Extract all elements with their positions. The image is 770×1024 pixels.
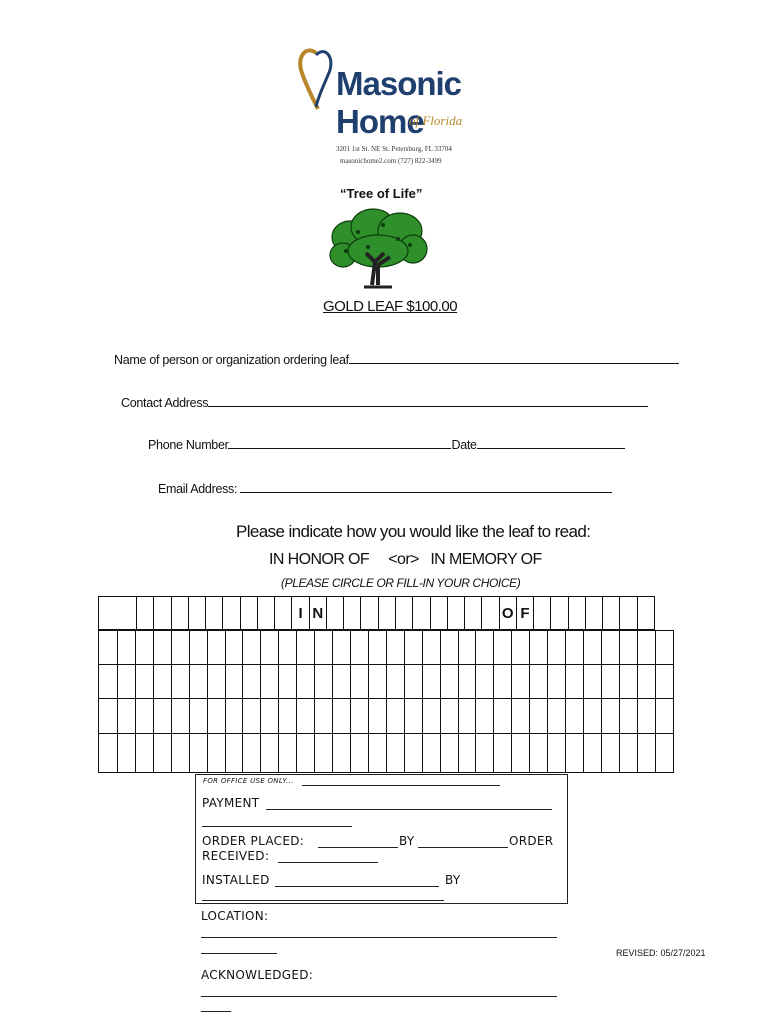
grid-cell[interactable]: [530, 734, 548, 773]
order-placed-label: ORDER PLACED:: [202, 834, 305, 848]
grid-cell[interactable]: [99, 597, 137, 630]
grid-cell[interactable]: [326, 597, 343, 630]
contact-field-row: [121, 394, 648, 410]
grid-cell[interactable]: [315, 699, 333, 734]
grid-cell[interactable]: [279, 734, 297, 773]
grid-cell[interactable]: [135, 734, 153, 773]
grid-cell[interactable]: [476, 699, 494, 734]
grid-cell[interactable]: [153, 699, 171, 734]
grid-cell[interactable]: [494, 665, 512, 699]
grid-cell[interactable]: [619, 699, 637, 734]
grid-cell[interactable]: [422, 665, 440, 699]
grid-cell[interactable]: [368, 631, 386, 665]
order-by-input[interactable]: [418, 847, 508, 848]
grid-cell[interactable]: [566, 631, 584, 665]
grid-cell[interactable]: [275, 597, 292, 630]
grid-cell[interactable]: [534, 597, 551, 630]
grid-cell[interactable]: [465, 597, 482, 630]
grid-cell[interactable]: [368, 665, 386, 699]
grid-cell[interactable]: [206, 597, 223, 630]
grid-cell[interactable]: [395, 597, 412, 630]
grid-cell[interactable]: [350, 699, 368, 734]
grid-preset-letter[interactable]: I: [292, 597, 309, 630]
order-label: ORDER: [509, 834, 554, 848]
grid-cell[interactable]: [333, 665, 351, 699]
date-field-input[interactable]: [477, 436, 625, 449]
grid-cell[interactable]: [207, 699, 225, 734]
address-line-1: 3201 1st St. NE St. Petersburg, FL 33704: [336, 145, 452, 153]
grid-cell[interactable]: [135, 699, 153, 734]
installed-by-label: BY: [445, 873, 461, 887]
name-field-row: [114, 351, 679, 367]
grid-cell[interactable]: [207, 665, 225, 699]
grid-cell[interactable]: [297, 631, 315, 665]
grid-cell[interactable]: [315, 665, 333, 699]
location-input[interactable]: [201, 937, 557, 938]
received-label: RECEIVED:: [202, 849, 270, 863]
grid-cell[interactable]: [440, 734, 458, 773]
grid-preset-letter[interactable]: N: [309, 597, 326, 630]
grid-cell[interactable]: [583, 699, 601, 734]
grid-cell[interactable]: [118, 631, 136, 665]
grid-preset-letter[interactable]: F: [516, 597, 533, 630]
grid-cell[interactable]: [530, 665, 548, 699]
contact-field-input[interactable]: [208, 394, 648, 407]
payment-input[interactable]: [266, 809, 552, 810]
name-field-input[interactable]: [349, 351, 679, 364]
grid-preset-letter[interactable]: O: [499, 597, 516, 630]
grid-cell[interactable]: [261, 631, 279, 665]
grid-cell[interactable]: [422, 631, 440, 665]
grid-cell[interactable]: [243, 699, 261, 734]
grid-cell[interactable]: [225, 699, 243, 734]
grid-cell[interactable]: [404, 665, 422, 699]
grid-cell[interactable]: [361, 597, 378, 630]
grid-cell[interactable]: [404, 631, 422, 665]
grid-cell[interactable]: [619, 665, 637, 699]
grid-cell[interactable]: [350, 734, 368, 773]
acknowledged-label: ACKNOWLEDGED:: [201, 968, 314, 982]
payment-input-cont[interactable]: [202, 826, 352, 827]
email-field-row: [158, 480, 612, 496]
instruction-line-2: IN HONOR OF <or> IN MEMORY OF: [269, 551, 542, 568]
grid-cell[interactable]: [154, 597, 171, 630]
grid-cell[interactable]: [458, 631, 476, 665]
grid-cell[interactable]: [315, 734, 333, 773]
grid-cell[interactable]: [548, 699, 566, 734]
grid-cell[interactable]: [530, 699, 548, 734]
grid-cell[interactable]: [386, 699, 404, 734]
grid-cell[interactable]: [655, 699, 673, 734]
grid-cell[interactable]: [422, 699, 440, 734]
instruction-line-1: Please indicate how you would like the leaf to read:: [236, 522, 591, 541]
grid-cell[interactable]: [551, 597, 568, 630]
grid-cell[interactable]: [601, 699, 619, 734]
grid-cell[interactable]: [404, 699, 422, 734]
heart-logo-mark: [296, 45, 336, 113]
grid-cell[interactable]: [440, 699, 458, 734]
logo-suffix: of Florida: [409, 113, 463, 128]
grid-cell[interactable]: [378, 597, 395, 630]
form-title: “Tree of Life”: [340, 186, 423, 201]
installed-by-input[interactable]: [202, 900, 444, 901]
grid-cell[interactable]: [512, 631, 530, 665]
office-header: FOR OFFICE USE ONLY...: [203, 777, 294, 785]
grid-cell[interactable]: [333, 734, 351, 773]
grid-cell[interactable]: [548, 665, 566, 699]
grid-cell[interactable]: [261, 699, 279, 734]
grid-cell[interactable]: [188, 597, 205, 630]
grid-cell[interactable]: [440, 665, 458, 699]
grid-cell[interactable]: [257, 597, 274, 630]
grid-cell[interactable]: [619, 734, 637, 773]
grid-cell[interactable]: [368, 734, 386, 773]
grid-cell[interactable]: [135, 631, 153, 665]
grid-cell[interactable]: [386, 665, 404, 699]
leaf-type-heading: GOLD LEAF $100.00: [323, 298, 458, 315]
name-field-label: Name of person or organization ordering leaf: [114, 353, 349, 367]
date-field-label: Date: [451, 438, 477, 452]
grid-cell[interactable]: [207, 631, 225, 665]
grid-cell[interactable]: [118, 699, 136, 734]
grid-cell[interactable]: [189, 665, 207, 699]
office-use-box: [195, 774, 568, 904]
grid-cell[interactable]: [386, 631, 404, 665]
location-input-cont[interactable]: [201, 953, 277, 954]
grid-cell[interactable]: [583, 665, 601, 699]
grid-cell[interactable]: [458, 699, 476, 734]
tree-icon: [328, 207, 428, 289]
grid-cell[interactable]: [548, 631, 566, 665]
grid-cell[interactable]: [404, 734, 422, 773]
grid-cell[interactable]: [344, 597, 361, 630]
grid-cell[interactable]: [350, 665, 368, 699]
grid-cell[interactable]: [99, 734, 118, 773]
grid-cell[interactable]: [583, 631, 601, 665]
phone-field-input[interactable]: [228, 436, 451, 449]
grid-cell[interactable]: [548, 734, 566, 773]
grid-cell[interactable]: [494, 631, 512, 665]
address-line-2: masonichome2.com (727) 822-3499: [340, 157, 442, 165]
grid-cell[interactable]: [135, 665, 153, 699]
grid-cell[interactable]: [386, 734, 404, 773]
grid-cell[interactable]: [118, 665, 136, 699]
grid-cell[interactable]: [261, 734, 279, 773]
grid-cell[interactable]: [422, 734, 440, 773]
grid-cell[interactable]: [137, 597, 154, 630]
grid-cell[interactable]: [637, 597, 654, 630]
grid-cell[interactable]: [566, 699, 584, 734]
phone-date-row: [148, 436, 625, 452]
grid-cell[interactable]: [99, 665, 118, 699]
grid-cell[interactable]: [568, 597, 585, 630]
grid-cell[interactable]: [297, 699, 315, 734]
acknowledged-input[interactable]: [201, 996, 557, 997]
grid-cell[interactable]: [583, 734, 601, 773]
grid-cell[interactable]: [494, 699, 512, 734]
grid-cell[interactable]: [601, 734, 619, 773]
grid-cell[interactable]: [512, 665, 530, 699]
grid-cell[interactable]: [350, 631, 368, 665]
grid-cell[interactable]: [620, 597, 637, 630]
grid-cell[interactable]: [240, 597, 257, 630]
grid-cell[interactable]: [601, 631, 619, 665]
grid-cell[interactable]: [458, 665, 476, 699]
grid-cell[interactable]: [482, 597, 499, 630]
grid-cell[interactable]: [171, 631, 189, 665]
grid-cell[interactable]: [225, 734, 243, 773]
leaf-text-grid-row-1: [98, 596, 655, 630]
grid-cell[interactable]: [637, 699, 655, 734]
grid-cell[interactable]: [447, 597, 464, 630]
grid-cell[interactable]: [637, 665, 655, 699]
email-field-input[interactable]: [240, 480, 612, 493]
grid-cell[interactable]: [655, 734, 673, 773]
grid-cell[interactable]: [512, 734, 530, 773]
grid-cell[interactable]: [603, 597, 620, 630]
grid-cell[interactable]: [333, 699, 351, 734]
grid-cell[interactable]: [153, 734, 171, 773]
grid-cell[interactable]: [99, 631, 118, 665]
grid-cell[interactable]: [297, 665, 315, 699]
grid-cell[interactable]: [476, 631, 494, 665]
grid-cell[interactable]: [99, 699, 118, 734]
grid-cell[interactable]: [585, 597, 602, 630]
grid-cell[interactable]: [619, 631, 637, 665]
order-by-label: BY: [399, 834, 415, 848]
order-placed-input[interactable]: [318, 847, 398, 848]
grid-cell[interactable]: [566, 734, 584, 773]
grid-cell[interactable]: [413, 597, 430, 630]
location-label: LOCATION:: [201, 909, 269, 923]
received-input[interactable]: [278, 862, 378, 863]
installed-label: INSTALLED: [202, 873, 270, 887]
grid-cell[interactable]: [243, 734, 261, 773]
grid-cell[interactable]: [512, 699, 530, 734]
grid-cell[interactable]: [476, 734, 494, 773]
grid-cell[interactable]: [279, 631, 297, 665]
grid-cell[interactable]: [637, 734, 655, 773]
logo-word-masonic: Masonic: [336, 65, 462, 102]
grid-cell[interactable]: [655, 665, 673, 699]
grid-cell[interactable]: [655, 631, 673, 665]
grid-cell[interactable]: [261, 665, 279, 699]
acknowledged-input-cont[interactable]: [201, 1011, 231, 1012]
revised-date: REVISED: 05/27/2021: [616, 948, 706, 958]
grid-cell[interactable]: [171, 734, 189, 773]
contact-field-label: Contact Address: [121, 396, 209, 410]
grid-cell[interactable]: [368, 699, 386, 734]
grid-cell[interactable]: [189, 699, 207, 734]
office-header-line: [302, 785, 500, 786]
grid-cell[interactable]: [118, 734, 136, 773]
grid-cell[interactable]: [189, 734, 207, 773]
grid-cell[interactable]: [171, 597, 188, 630]
grid-cell[interactable]: [243, 665, 261, 699]
instruction-line-3: (PLEASE CIRCLE OR FILL-IN YOUR CHOICE): [281, 576, 521, 590]
grid-cell[interactable]: [153, 631, 171, 665]
grid-cell[interactable]: [243, 631, 261, 665]
phone-field-label: Phone Number: [148, 438, 229, 452]
grid-cell[interactable]: [279, 699, 297, 734]
grid-cell[interactable]: [171, 699, 189, 734]
masonic-home-logo: [296, 45, 466, 145]
grid-cell[interactable]: [153, 665, 171, 699]
grid-cell[interactable]: [189, 631, 207, 665]
grid-cell[interactable]: [279, 665, 297, 699]
grid-cell[interactable]: [225, 665, 243, 699]
grid-cell[interactable]: [225, 631, 243, 665]
installed-input[interactable]: [275, 886, 439, 887]
grid-cell[interactable]: [297, 734, 315, 773]
grid-cell[interactable]: [458, 734, 476, 773]
logo-word-home: Home: [336, 103, 424, 140]
leaf-text-grid-rows: [98, 630, 674, 773]
grid-cell[interactable]: [315, 631, 333, 665]
grid-cell[interactable]: [171, 665, 189, 699]
grid-cell[interactable]: [566, 665, 584, 699]
grid-cell[interactable]: [440, 631, 458, 665]
grid-cell[interactable]: [333, 631, 351, 665]
grid-cell[interactable]: [637, 631, 655, 665]
payment-label: PAYMENT: [202, 796, 260, 810]
grid-cell[interactable]: [530, 631, 548, 665]
grid-cell[interactable]: [476, 665, 494, 699]
grid-cell[interactable]: [430, 597, 447, 630]
grid-cell[interactable]: [223, 597, 240, 630]
grid-cell[interactable]: [601, 665, 619, 699]
grid-cell[interactable]: [494, 734, 512, 773]
grid-cell[interactable]: [207, 734, 225, 773]
email-field-label: Email Address:: [158, 482, 241, 496]
